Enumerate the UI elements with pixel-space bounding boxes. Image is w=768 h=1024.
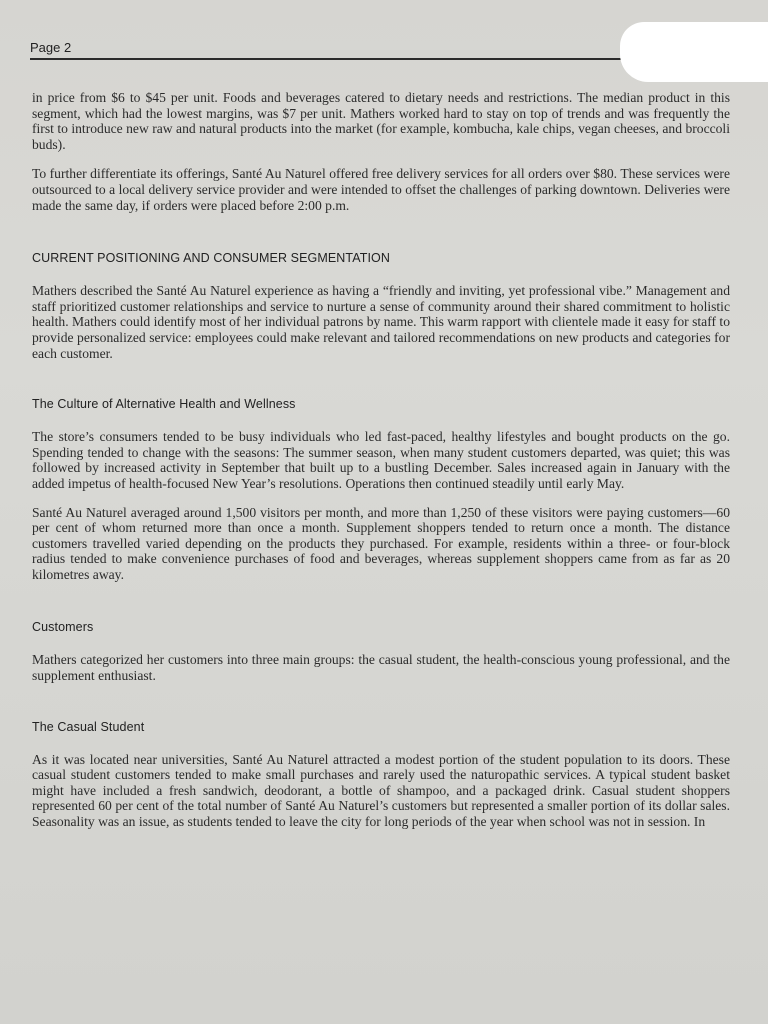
page-number: Page 2 <box>30 40 72 55</box>
light-glare <box>620 22 768 82</box>
paragraph-casual-student: As it was located near universities, Santé Au Naturel attracted a modest portion of the student population to its doors. These casual student customers tended to make small purchases and rarely used the naturopathic services. A typical student basket might have included a fresh sandwich, deodorant, a bottle of shampoo, and a packaged drink. Casual student shoppers represented 60 per cent of the total number of Santé Au Naturel’s customers but represented a smaller portion of its dollar sales. Seasonality was an issue, as students tended to leave the city for long periods of the year when school was not in session. In <box>32 751 730 830</box>
paragraph-consumers: The store’s consumers tended to be busy individuals who led fast-paced, healthy lifestyles and bought products on the go. Spending tended to change with the seasons: The summer season, when many student customers departed, was quiet; this was followed by increased activity in September that built up to a bustling December. Sales increased again in January with the added impetus of health-focused New Year’s resolutions. Operations then continued steadily until early May. <box>32 429 730 491</box>
section-heading-positioning: CURRENT POSITIONING AND CONSUMER SEGMENTATION <box>32 251 390 266</box>
paragraph-delivery: To further differentiate its offerings, Santé Au Naturel offered free delivery services for all orders over $80. These services were outsourced to a local delivery service provider and were intended to offset the challenges of parking downtown. Deliveries were made the same day, if orders were placed before 2:00 p.m. <box>32 166 730 213</box>
subheading-customers: Customers <box>32 620 94 635</box>
paragraph-customer-groups: Mathers categorized her customers into three main groups: the casual student, the health-conscious young professional, and the supplement enthusiast. <box>32 652 730 684</box>
paragraph-pricing: in price from $6 to $45 per unit. Foods and beverages catered to dietary needs and restrictions. The median product in this segment, which had the lowest margins, was $7 per unit. Mathers worked hard to stay on top of trends and was frequently the first to introduce new raw and natural products into the market (for example, kombucha, kale chips, vegan cheeses, and broccoli buds). <box>32 90 730 152</box>
subheading-culture: The Culture of Alternative Health and Wellness <box>32 397 296 412</box>
subheading-casual-student: The Casual Student <box>32 719 145 734</box>
paragraph-visitors: Santé Au Naturel averaged around 1,500 visitors per month, and more than 1,250 of these visitors were paying customers—60 per cent of whom returned more than once a month. Supplement shoppers tended to return once a month. The distance customers travelled varied depending on the products they purchased. For example, residents within a three- or four-block radius tended to make convenience purchases of food and beverages, whereas supplement shoppers came from as far as 20 kilometres away. <box>32 504 730 582</box>
document-body <box>32 88 730 830</box>
paragraph-experience: Mathers described the Santé Au Naturel experience as having a “friendly and inviting, yet professional vibe.” Management and staff prioritized customer relationships and service to nurture a sense of community around their shared commitment to holistic health. Mathers could identify most of her individual patrons by name. This warm rapport with clientele made it easy for staff to provide personalized service: employees could make relevant and tailored recommendations on new products and categories for each customer. <box>32 283 730 361</box>
